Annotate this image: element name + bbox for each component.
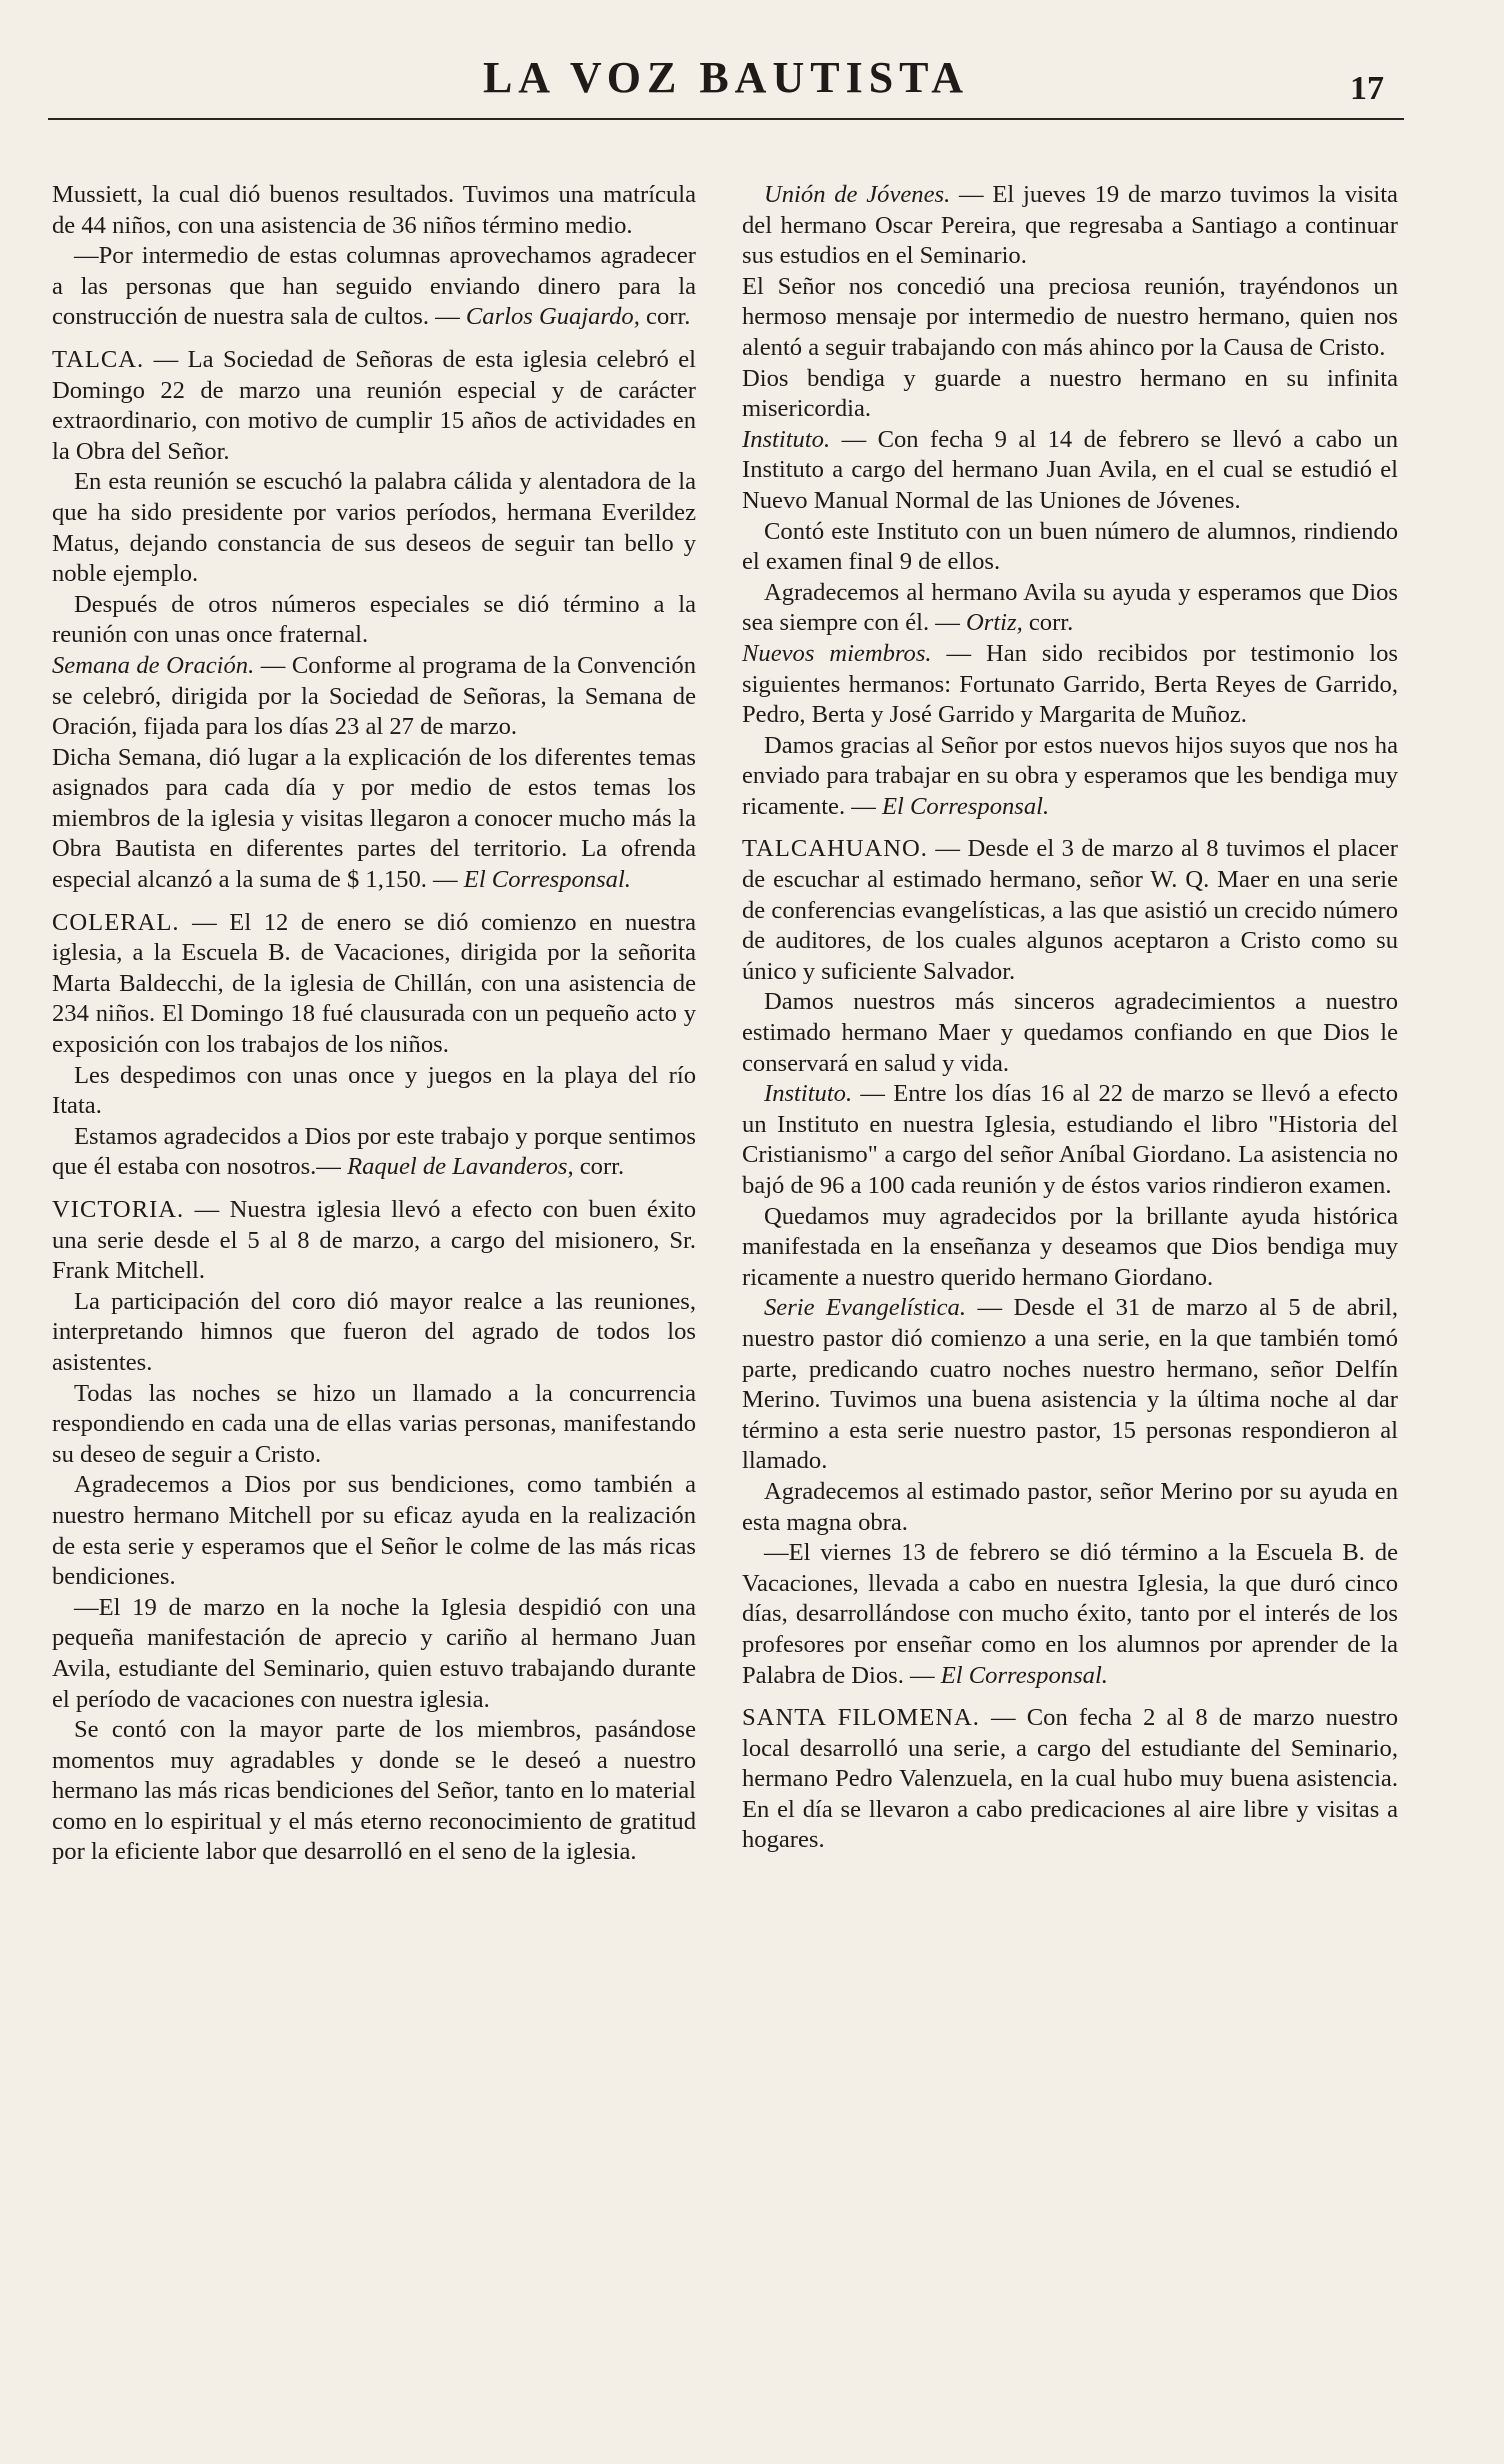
text-run: — Han sido recibidos por testimonio los siguientes hermanos: Fortunato Garrido, Berta Reyes de Garrido, Pedro, Berta y José Garrido y Margarita de Muñoz. [742,639,1398,729]
article-paragraph [52,467,696,589]
text-run: Raquel de Lavanderos, [347,1153,574,1181]
text-run: Contó este Instituto con un buen número de alumnos, rindiendo el examen final 9 de ellos. [742,517,1398,576]
article-paragraph [52,241,696,333]
text-run: — Desde el 31 de marzo al 5 de abril, nuestro pastor dió comienzo a una serie, en la que también tomó parte, predicando cuatro noches nuestro hermano, señor Delfín Merino. Tuvimos una buena asistencia y la última noche al dar término a esta serie nuestro pastor, 15 personas respondieron al llamado. [742,1294,1398,1475]
subsection-heading: Unión de Jóvenes. [764,181,951,208]
article-paragraph [52,743,696,896]
text-run: Agradecemos al estimado pastor, señor Merino por su ayuda en esta magna obra. [742,1477,1398,1536]
article-paragraph [742,517,1398,578]
left-column [52,180,696,2434]
article-paragraph [742,987,1398,1079]
subsection-heading: Nuevos miembros. [742,639,932,667]
article-paragraph [742,1538,1398,1691]
text-run: Agradecemos al hermano Avila su ayuda y esperamos que Dios sea siempre con él. — [742,578,1398,637]
text-run: Damos gracias al Señor por estos nuevos hijos suyos que nos ha enviado para trabajar en su obra y esperamos que les bendiga muy ricamente. — [742,731,1398,820]
article-paragraph [742,272,1398,364]
article-paragraph [52,1593,696,1715]
text-run: Mussiett, la cual dió buenos resultados. Tuvimos una matrícula de 44 niños, con una asistencia de 36 niños término medio. [52,181,696,239]
text-run: — Con fecha 2 al 8 de marzo nuestro local desarrolló una serie, a cargo del estudiante del Seminario, hermano Pedro Valenzuela, en la cual hubo muy buena asistencia. En el día se llevaron a cabo predicaciones al aire libre y visitas a hogares. [742,1704,1398,1854]
section-victoria [52,1195,696,1287]
section-coleral [52,908,696,1061]
text-run: corr. [1022,609,1074,637]
section-heading: VICTORIA. [52,1196,185,1223]
text-run: Todas las noches se hizo un llamado a la concurrencia respondiendo en cada una de ellas varias personas, manifestando su deseo de seguir a Cristo. [52,1379,696,1468]
section-heading: TALCAHUANO. [742,835,928,863]
text-run: Ortiz, [966,609,1023,637]
text-run: Agradecemos a Dios por sus bendiciones, como también a nuestro hermano Mitchell por su eficaz ayuda en la realización de esta serie y esperamos que el Señor le colme de las más ricas bendiciones. [52,1471,696,1591]
text-run: Carlos Guajardo, [465,303,640,331]
text-run: — El jueves 19 de marzo tuvimos la visita del hermano Oscar Pereira, que regresaba a Santiago a continuar sus estudios en el Seminario. [742,181,1398,270]
text-run: La participación del coro dió mayor realce a las reuniones, interpretando himnos que fueron del agrado de todos los asistentes. [52,1287,696,1376]
article-paragraph [52,1287,696,1379]
article-paragraph [52,1122,696,1183]
subsection-heading: Semana de Oración. [52,651,255,679]
article-paragraph [52,590,696,651]
subsection-instituto-2 [742,1079,1398,1201]
article-paragraph [52,180,696,241]
magazine-title: LA VOZ BAUTISTA [482,53,970,102]
section-santa-filomena [742,1703,1398,1856]
text-run: En esta reunión se escuchó la palabra cálida y alentadora de la que ha sido presidente por varios períodos, hermana Everildez Matus, dejando constancia de sus deseos de seguir tan bello y noble ejemplo. [52,468,696,588]
text-run: —El viernes 13 de febrero se dió término a la Escuela B. de Vacaciones, llevada a cabo en nuestra Iglesia, la que duró cinco días, desarrollándose con mucho éxito, tanto por el interés de los profesores por enseñar como en los alumnos por aprender de la Palabra de Dios. — [742,1539,1398,1689]
text-run: — Con fecha 9 al 14 de febrero se llevó a cabo un Instituto a cargo del hermano Juan Avila, en el cual se estudió el Nuevo Manual Normal de las Uniones de Jóvenes. [742,425,1398,514]
text-run: — Entre los días 16 al 22 de marzo se llevó a efecto un Instituto en nuestra Iglesia, estudiando el libro "Historia del Cristianismo" a cargo del señor Aníbal Giordano. La asistencia no bajó de 96 a 100 cada reunión y de éstos varios rindieron examen. [742,1080,1398,1199]
text-run: El Corresponsal. [940,1661,1108,1689]
text-run: — Desde el 3 de marzo al 8 tuvimos el placer de escuchar al estimado hermano, señor W. Q. Maer en una serie de conferencias evangelísticas, a las que asistió un crecido número de auditores, de los cuales algunos aceptaron a Cristo como su único y suficiente Salvador. [742,835,1398,985]
subsection-union-jovenes [742,180,1398,272]
text-run: — El 12 de enero se dió comienzo en nuestra iglesia, a la Escuela B. de Vacaciones, dirigida por la señorita Marta Baldecchi, de la iglesia de Chillán, con una asistencia de 234 niños. El Domingo 18 fué clausurada con un pequeño acto y exposición con los trabajos de los niños. [52,908,696,1059]
article-paragraph [742,364,1398,425]
text-run: El Corresponsal. [882,792,1050,820]
text-run: El Señor nos concedió una preciosa reunión, trayéndonos un hermoso mensaje por intermedio de nuestro hermano, quien nos alentó a seguir trabajando con más ahinco por la Causa de Cristo. [742,272,1398,361]
section-heading: COLERAL. [52,908,180,936]
section-talca [52,345,696,467]
subsection-instituto [742,425,1398,517]
section-heading: TALCA. [52,345,145,373]
text-run: Se contó con la mayor parte de los miembros, pasándose momentos muy agradables y donde se le deseó a nuestro hermano las más ricas bendiciones del Señor, tanto en lo material como en lo espiritual y el más eterno reconocimiento de gratitud por la eficiente labor que desarrolló en el seno de la iglesia. [52,1716,696,1866]
subsection-nuevos-miembros [742,639,1398,731]
article-paragraph [52,1061,696,1122]
text-run: Después de otros números especiales se dió término a la reunión con unas once fraternal. [52,590,696,649]
text-run: — Conforme al programa de la Convención se celebró, dirigida por la Sociedad de Señoras, la Semana de Oración, fijada para los días 23 al 27 de marzo. [52,651,696,741]
text-run: El Corresponsal. [463,866,631,894]
article-paragraph [52,1379,696,1471]
text-run: —Por intermedio de estas columnas aprovechamos agradecer a las personas que han seguido enviando dinero para la construcción de nuestra sala de cultos. — [52,242,696,331]
article-paragraph [52,1470,696,1592]
text-run: —El 19 de marzo en la noche la Iglesia despidió con una pequeña manifestación de aprecio y cariño al hermano Juan Avila, estudiante del Seminario, quien estuvo trabajando durante el período de vacaciones con nuestra iglesia. [52,1593,696,1713]
subsection-heading: Serie Evangelística. [764,1294,966,1322]
text-run: corr. [573,1153,625,1181]
article-paragraph [742,1477,1398,1538]
article-paragraph [742,731,1398,823]
subsection-heading: Instituto. [764,1080,853,1108]
text-run: — Nuestra iglesia llevó a efecto con buen éxito una serie desde el 5 al 8 de marzo, a cargo del misionero, Sr. Frank Mitchell. [52,1196,696,1285]
article-paragraph [52,1715,696,1868]
text-run: Dicha Semana, dió lugar a la explicación de los diferentes temas asignados para cada día y por medio de estos temas los miembros de la iglesia y visitas llegaron a conocer mucho más la Obra Bautista en diferentes partes del territorio. La ofrenda especial alcanzó a la suma de $ 1,150. — [52,743,696,894]
subsection-semana-oracion [52,651,696,743]
section-heading: SANTA FILOMENA. [742,1704,980,1732]
right-column [742,180,1398,2434]
text-run: corr. [639,303,691,331]
subsection-serie-evangelistica [742,1293,1398,1477]
text-run: Quedamos muy agradecidos por la brillante ayuda histórica manifestada en la enseñanza y deseamos que Dios bendiga muy ricamente a nuestro querido hermano Giordano. [742,1202,1398,1291]
page-header [48,40,1404,150]
article-paragraph [742,578,1398,639]
text-run: Dios bendiga y guarde a nuestro hermano en su infinita misericordia. [742,364,1398,423]
text-run: Estamos agradecidos a Dios por este trabajo y porque sentimos que él estaba con nosotros.— [52,1122,696,1181]
text-run: — La Sociedad de Señoras de esta iglesia celebró el Domingo 22 de marzo una reunión especial y de carácter extraordinario, con motivo de cumplir 15 años de actividades en la Obra del Señor. [52,345,696,465]
page-number: 17 [1350,70,1384,107]
article-paragraph [742,1202,1398,1294]
section-talcahuano [742,834,1398,987]
subsection-heading: Instituto. [742,425,831,453]
text-run: Les despedimos con unas once y juegos en la playa del río Itata. [52,1061,696,1120]
text-run: Damos nuestros más sinceros agradecimientos a nuestro estimado hermano Maer y quedamos confiando en que Dios le conservará en salud y vida. [742,988,1398,1077]
header-rule [48,118,1404,120]
